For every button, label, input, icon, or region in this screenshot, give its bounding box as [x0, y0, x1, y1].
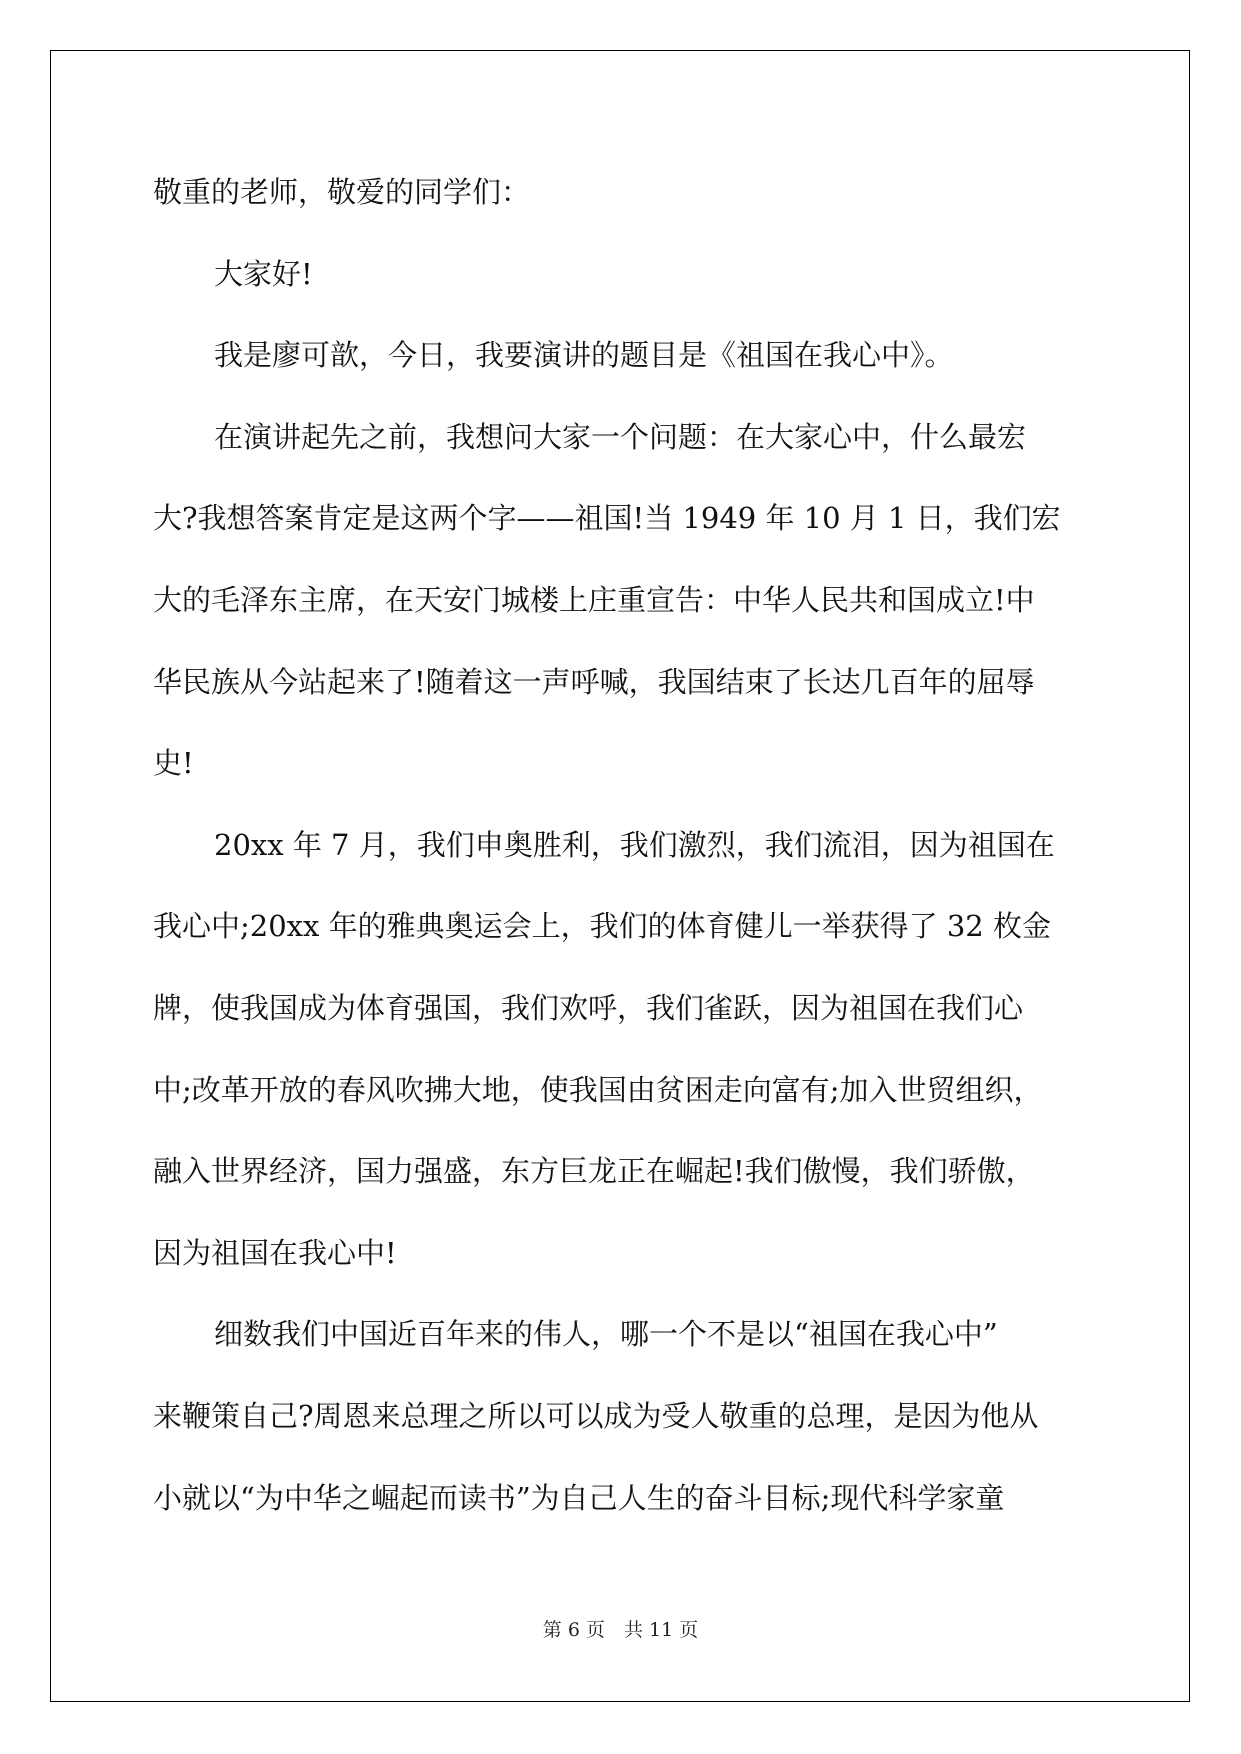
greeting-line: 大家好! [214, 256, 313, 291]
paragraph-line: 细数我们中国近百年来的伟人，哪一个不是以“祖国在我心中” [214, 1317, 998, 1352]
paragraph-line: 大的毛泽东主席，在天安门城楼上庄重宣告：中华人民共和国成立!中 [153, 582, 1035, 617]
paragraph-line: 中;改革开放的春风吹拂大地，使我国由贫困走向富有;加入世贸组织， [153, 1072, 1043, 1107]
page-number-footer: 第 6 页 共 11 页 [542, 1619, 699, 1641]
paragraph-line: 我是廖可歆，今日，我要演讲的题目是《祖国在我心中》。 [214, 338, 954, 373]
paragraph-line: 大?我想答案肯定是这两个字——祖国!当 1949 年 10 月 1 日，我们宏 [153, 501, 1061, 536]
paragraph-line: 史! [153, 746, 194, 781]
paragraph-line: 20xx 年 7 月，我们申奥胜利，我们激烈，我们流泪，因为祖国在 [214, 827, 1055, 862]
paragraph-line: 牌，使我国成为体育强国，我们欢呼，我们雀跃，因为祖国在我们心 [153, 990, 1024, 1025]
paragraph-line: 小就以“为中华之崛起而读书”为自己人生的奋斗目标;现代科学家童 [153, 1480, 1005, 1515]
paragraph-line: 我心中;20xx 年的雅典奥运会上，我们的体育健儿一举获得了 32 枚金 [153, 909, 1051, 944]
document-body [153, 167, 1098, 1554]
paragraph-line: 华民族从今站起来了!随着这一声呼喊，我国结束了长达几百年的屈辱 [153, 664, 1035, 699]
paragraph-line: 因为祖国在我心中! [153, 1235, 397, 1270]
paragraph-line: 融入世界经济，国力强盛，东方巨龙正在崛起!我们傲慢，我们骄傲， [153, 1154, 1035, 1189]
salutation-line: 敬重的老师，敬爱的同学们： [153, 175, 531, 209]
paragraph-line: 在演讲起先之前，我想问大家一个问题：在大家心中，什么最宏 [214, 419, 1027, 454]
paragraph-line: 来鞭策自己?周恩来总理之所以可以成为受人敬重的总理，是因为他从 [153, 1398, 1039, 1433]
